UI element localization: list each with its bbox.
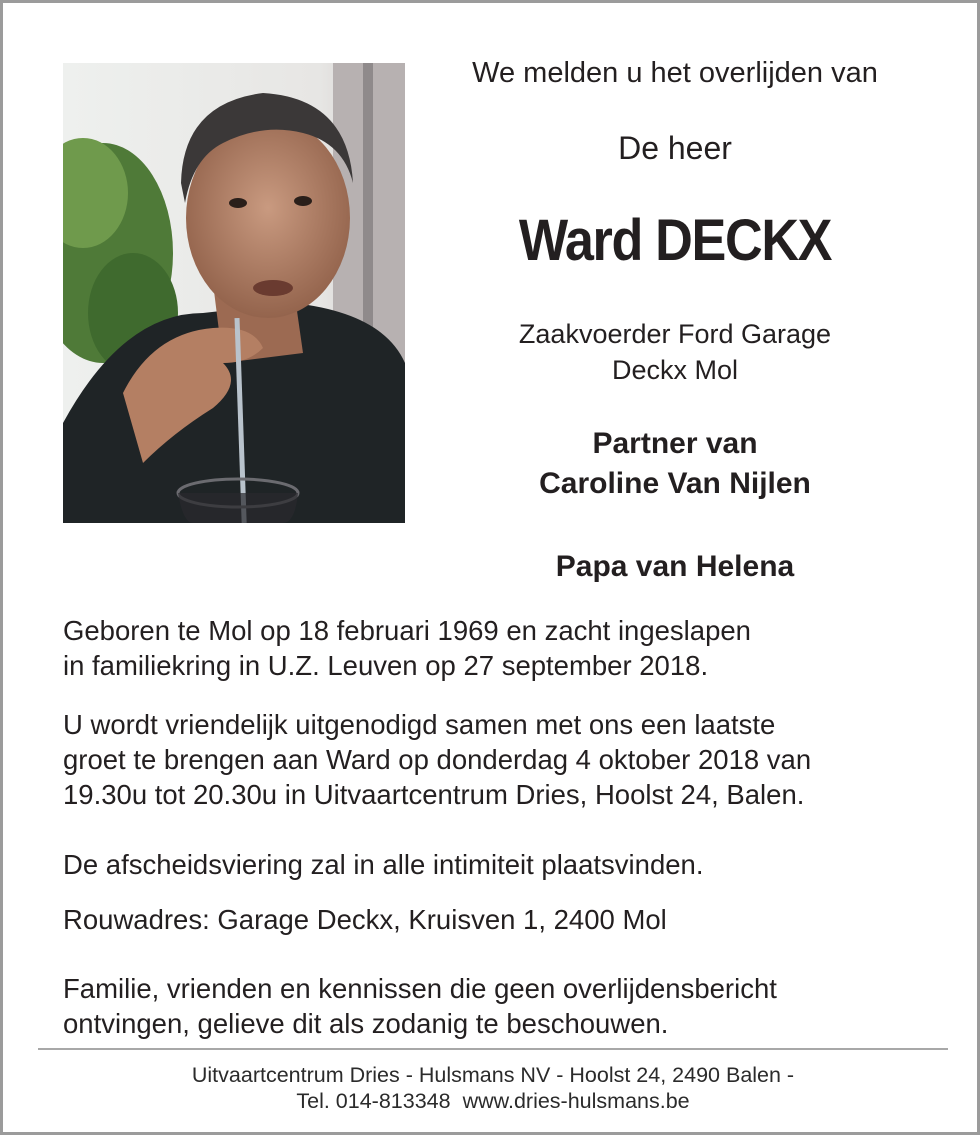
deceased-name: Ward DECKX [518,208,832,273]
funeral-home-info: Uitvaartcentrum Dries - Hulsmans NV - Hoolst 24, 2490 Balen - [191,1063,795,1087]
paragraph-line: Familie, vrienden en kennissen die geen overlijdensbericht [63,973,777,1004]
mourning-address: Rouwadres: Garage Deckx, Kruisven 1, 2400 Mol [63,904,667,935]
child-info: Papa van Helena [555,550,795,583]
paragraph-line: in familiekring in U.Z. Leuven op 27 september 2018. [63,650,709,681]
portrait-photo [63,63,405,523]
family-notice-paragraph [63,971,943,1041]
occupation-line: Deckx Mol [611,355,739,385]
announcement-intro: We melden u het overlijden van [472,57,878,89]
paragraph-line: ontvingen, gelieve dit als zodanig te beschouwen. [63,1008,669,1039]
portrait-image [63,63,405,523]
partner-line: Partner van [592,427,758,460]
partner-info [433,424,917,504]
paragraph-line: Geboren te Mol op 18 februari 1969 en zacht ingeslapen [63,615,751,646]
paragraph-line: 19.30u tot 20.30u in Uitvaartcentrum Dries, Hoolst 24, Balen. [63,779,805,810]
funeral-home-contact [63,1088,923,1114]
invitation-paragraph [63,707,943,812]
footer-divider [38,1048,948,1050]
birth-death-paragraph [63,613,943,683]
farewell-paragraph: De afscheidsviering zal in alle intimiteit plaatsvinden. [63,849,704,880]
paragraph-line: U wordt vriendelijk uitgenodigd samen met ons een laatste [63,709,776,740]
honorific-title: De heer [618,130,732,166]
paragraph-line: groet te brengen aan Ward op donderdag 4 oktober 2018 van [63,744,812,775]
partner-line: Caroline Van Nijlen [539,467,811,500]
occupation [433,316,917,388]
occupation-line: Zaakvoerder Ford Garage [518,319,832,349]
phone-number: Tel. 014-813348 [296,1089,451,1113]
website-link[interactable]: www.dries-hulsmans.be [462,1089,690,1113]
